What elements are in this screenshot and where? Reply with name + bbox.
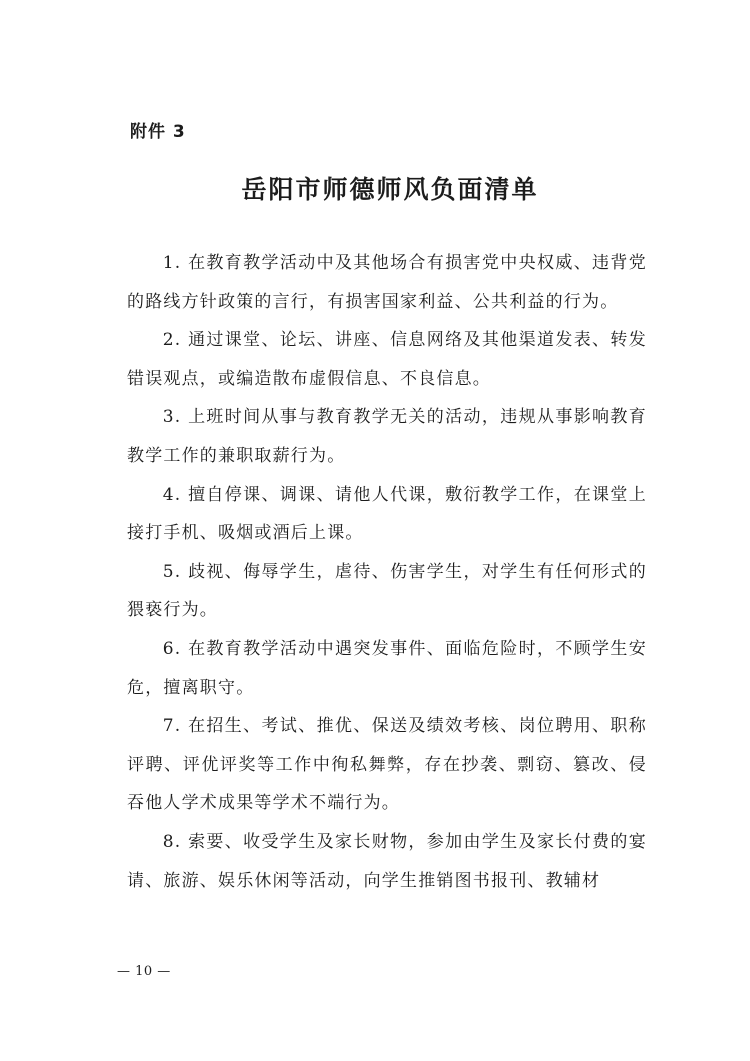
list-item: 1. 在教育教学活动中及其他场合有损害党中央权威、违背党的路线方针政策的言行，有损害国家利益、公共利益的行为。 <box>127 253 647 312</box>
list-item: 3. 上班时间从事与教育教学无关的活动，违规从事影响教育教学工作的兼职取薪行为。 <box>127 407 647 466</box>
list-item: 2. 通过课堂、论坛、讲座、信息网络及其他渠道发表、转发错误观点，或编造散布虚假信息、不良信息。 <box>127 330 647 389</box>
document-body <box>127 244 647 900</box>
page-number: — 10 — <box>117 964 171 979</box>
list-item: 4. 擅自停课、调课、请他人代课，敷衍教学工作，在课堂上接打手机、吸烟或酒后上课。 <box>127 484 647 544</box>
list-item: 7. 在招生、考试、推优、保送及绩效考核、岗位聘用、职称评聘、评优评奖等工作中徇私舞弊，存在抄袭、剽窃、篡改、侵吞他人学术成果等学术不端行为。 <box>127 716 647 814</box>
page-title: 岳阳市师德师风负面清单 <box>241 175 539 204</box>
attachment-label: 附件 3 <box>130 122 186 142</box>
list-item: 8. 索要、收受学生及家长财物，参加由学生及家长付费的宴请、旅游、娱乐休闲等活动，向学生推销图书报刊、教辅材 <box>127 831 647 891</box>
list-item: 6. 在教育教学活动中遇突发事件、面临危险时，不顾学生安危，擅离职守。 <box>127 638 647 698</box>
list-item: 5. 歧视、侮辱学生，虐待、伤害学生，对学生有任何形式的猥亵行为。 <box>127 561 647 621</box>
